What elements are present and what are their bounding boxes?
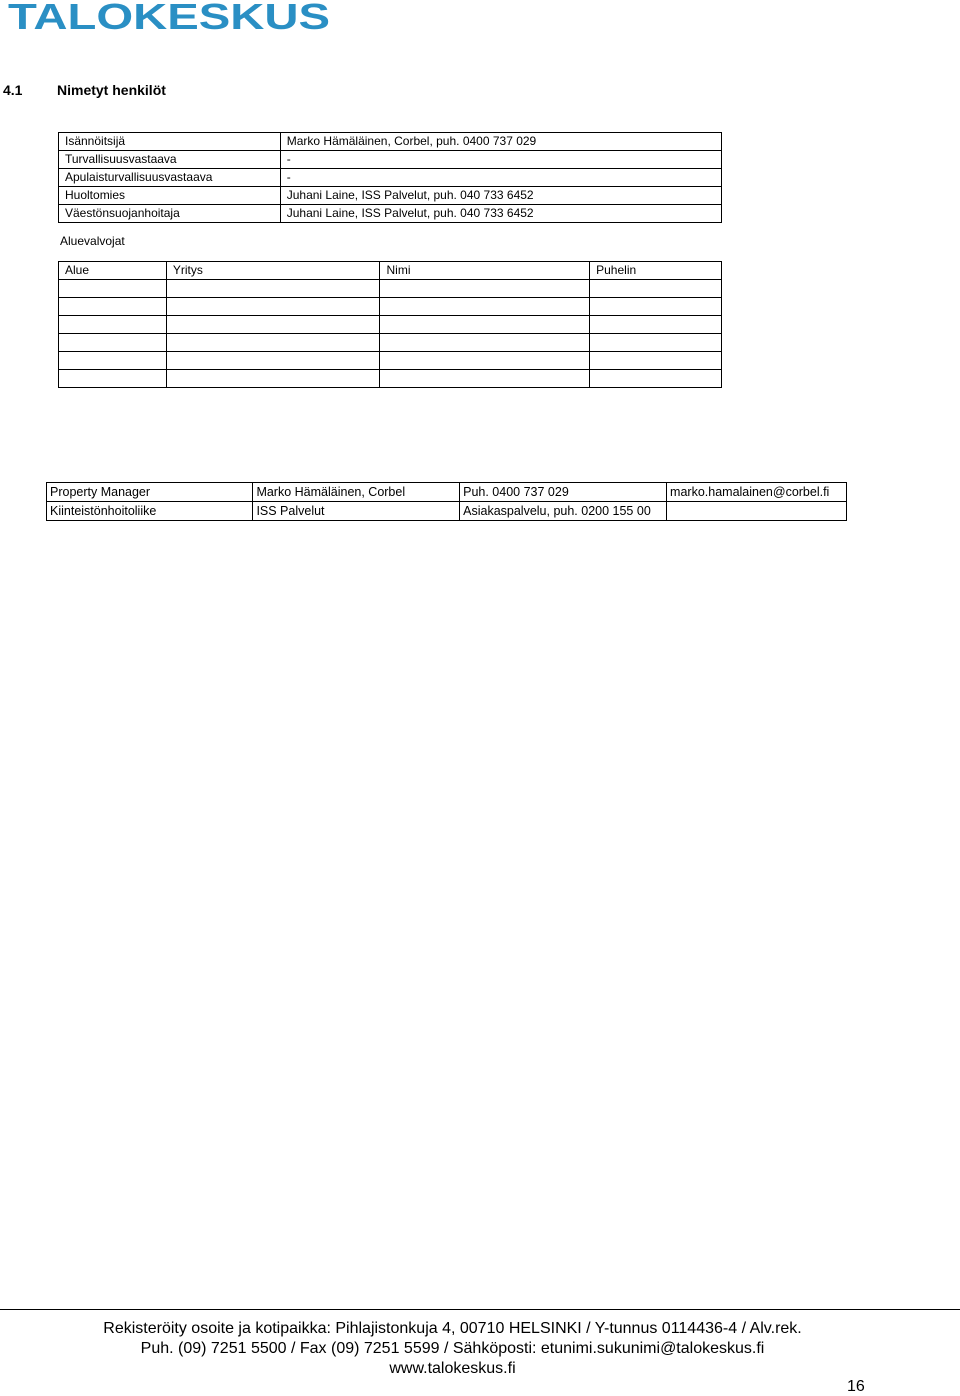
table-cell bbox=[166, 370, 380, 388]
table-cell bbox=[59, 334, 167, 352]
column-header: Yritys bbox=[166, 262, 380, 280]
role-cell: Väestönsuojanhoitaja bbox=[59, 205, 281, 223]
footer-website: www.talokeskus.fi bbox=[389, 1360, 516, 1377]
contact-role: Property Manager bbox=[47, 483, 253, 502]
table-header-row bbox=[59, 262, 722, 280]
table-row bbox=[59, 352, 722, 370]
page-number: 16 bbox=[847, 1378, 865, 1395]
svg-text:TALOKESKUS: TALOKESKUS bbox=[8, 0, 330, 34]
section-number: 4.1 bbox=[3, 82, 23, 98]
table-cell bbox=[590, 316, 722, 334]
table-row bbox=[47, 483, 847, 502]
table-cell bbox=[380, 370, 590, 388]
area-supervisors-table bbox=[58, 261, 722, 388]
contact-email: marko.hamalainen@corbel.fi bbox=[667, 483, 847, 502]
table-cell bbox=[380, 316, 590, 334]
role-cell: Turvallisuusvastaava bbox=[59, 151, 281, 169]
table-cell bbox=[166, 298, 380, 316]
table-cell bbox=[59, 280, 167, 298]
aluevalvojat-label: Aluevalvojat bbox=[60, 234, 125, 248]
contact-email bbox=[667, 502, 847, 521]
table-row bbox=[59, 205, 722, 223]
contact-name: Marko Hämäläinen, Corbel bbox=[253, 483, 460, 502]
person-cell: Juhani Laine, ISS Palvelut, puh. 040 733 6452 bbox=[280, 187, 721, 205]
role-cell: Isännöitsijä bbox=[59, 133, 281, 151]
table-cell bbox=[59, 316, 167, 334]
table-cell bbox=[59, 298, 167, 316]
section-title: Nimetyt henkilöt bbox=[57, 82, 166, 98]
table-cell bbox=[590, 370, 722, 388]
person-cell: - bbox=[280, 151, 721, 169]
person-cell: Juhani Laine, ISS Palvelut, puh. 040 733 6452 bbox=[280, 205, 721, 223]
contact-role: Kiinteistönhoitoliike bbox=[47, 502, 253, 521]
table-cell bbox=[59, 352, 167, 370]
table-cell bbox=[380, 334, 590, 352]
table-cell bbox=[590, 280, 722, 298]
table-row bbox=[59, 298, 722, 316]
table-row bbox=[59, 151, 722, 169]
column-header: Nimi bbox=[380, 262, 590, 280]
table-row bbox=[59, 280, 722, 298]
table-cell bbox=[380, 298, 590, 316]
footer-registered-address: Rekisteröity osoite ja kotipaikka: Pihlajistonkuja 4, 00710 HELSINKI / Y-tunnus 0114436-4 / Alv.rek. bbox=[103, 1320, 802, 1337]
table-row bbox=[59, 187, 722, 205]
named-persons-table bbox=[58, 132, 722, 223]
column-header: Puhelin bbox=[590, 262, 722, 280]
table-cell bbox=[166, 316, 380, 334]
contact-phone: Puh. 0400 737 029 bbox=[460, 483, 667, 502]
footer-contact-info: Puh. (09) 7251 5500 / Fax (09) 7251 5599 / Sähköposti: etunimi.sukunimi@talokeskus.fi bbox=[140, 1340, 765, 1357]
table-row bbox=[47, 502, 847, 521]
table-cell bbox=[166, 280, 380, 298]
footer-divider bbox=[0, 1309, 960, 1310]
role-cell: Huoltomies bbox=[59, 187, 281, 205]
table-cell bbox=[380, 280, 590, 298]
table-cell bbox=[590, 352, 722, 370]
table-row bbox=[59, 316, 722, 334]
table-cell bbox=[590, 298, 722, 316]
table-cell bbox=[166, 352, 380, 370]
table-row bbox=[59, 169, 722, 187]
table-row bbox=[59, 370, 722, 388]
talokeskus-logo bbox=[8, 0, 338, 34]
contacts-table bbox=[46, 482, 847, 521]
person-cell: Marko Hämäläinen, Corbel, puh. 0400 737 029 bbox=[280, 133, 721, 151]
person-cell: - bbox=[280, 169, 721, 187]
table-cell bbox=[380, 352, 590, 370]
contact-phone: Asiakaspalvelu, puh. 0200 155 00 bbox=[460, 502, 667, 521]
table-cell bbox=[59, 370, 167, 388]
table-cell bbox=[590, 334, 722, 352]
table-row bbox=[59, 334, 722, 352]
column-header: Alue bbox=[59, 262, 167, 280]
table-row bbox=[59, 133, 722, 151]
contact-name: ISS Palvelut bbox=[253, 502, 460, 521]
role-cell: Apulaisturvallisuusvastaava bbox=[59, 169, 281, 187]
table-cell bbox=[166, 334, 380, 352]
